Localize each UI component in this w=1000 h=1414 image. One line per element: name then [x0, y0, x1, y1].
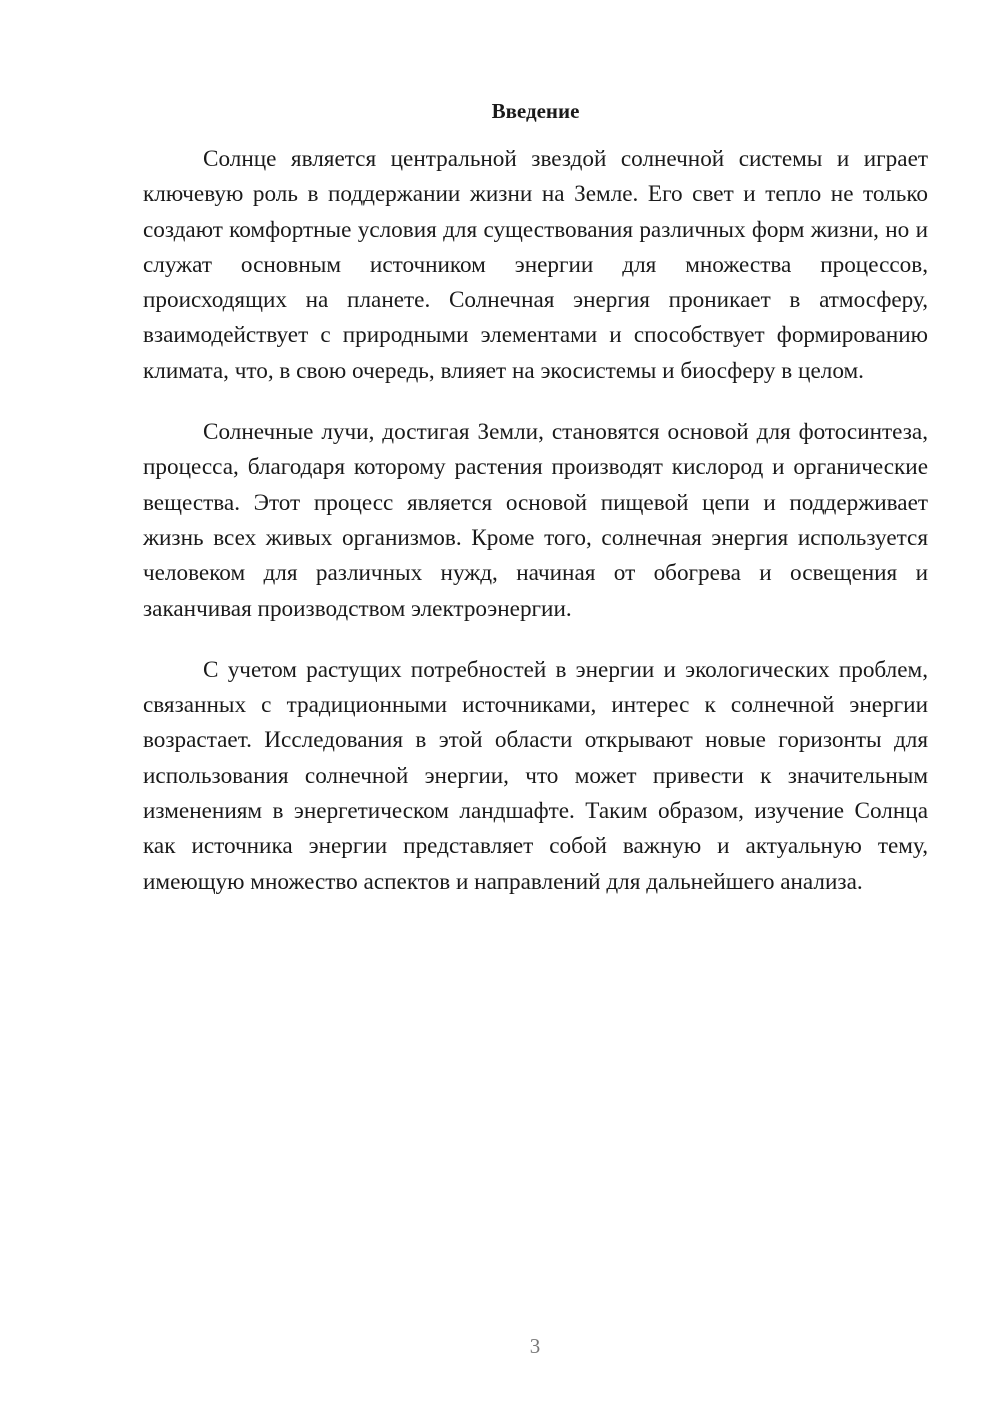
paragraph-1: Солнце является центральной звездой солнечной системы и играет ключевую роль в поддержании жизни на Земле. Его свет и тепло не только создают комфортные условия для существования различных форм жизни, но и служат основным источником энергии для множества процессов, происходящих на планете. Солнечная энергия проникает в атмосферу, взаимодействует с природными элементами и способствует формированию климата, что, в свою очередь, влияет на экосистемы и биосферу в целом. — [143, 146, 928, 384]
section-title: Введение — [491, 99, 580, 123]
paragraph-3: С учетом растущих потребностей в энергии и экологических проблем, связанных с традиционными источниками, интерес к солнечной энергии возрастает. Исследования в этой области открывают новые горизонты для использования солнечной энергии, что может привести к значительным изменениям в энергетическом ландшафте. Таким образом, изучение Солнца как источника энергии представляет собой важную и актуальную тему, имеющую множество аспектов и направлений для дальнейшего анализа. — [143, 656, 928, 895]
paragraph-2: Солнечные лучи, достигая Земли, становятся основой для фотосинтеза, процесса, благодаря которому растения производят кислород и органические вещества. Этот процесс является основой пищевой цепи и поддерживает жизнь всех живых организмов. Кроме того, солнечная энергия используется человеком для различных нужд, начиная от обогрева и освещения и заканчивая производством электроэнергии. — [143, 419, 928, 622]
body-text — [143, 142, 928, 926]
page-number: 3 — [529, 1334, 541, 1358]
